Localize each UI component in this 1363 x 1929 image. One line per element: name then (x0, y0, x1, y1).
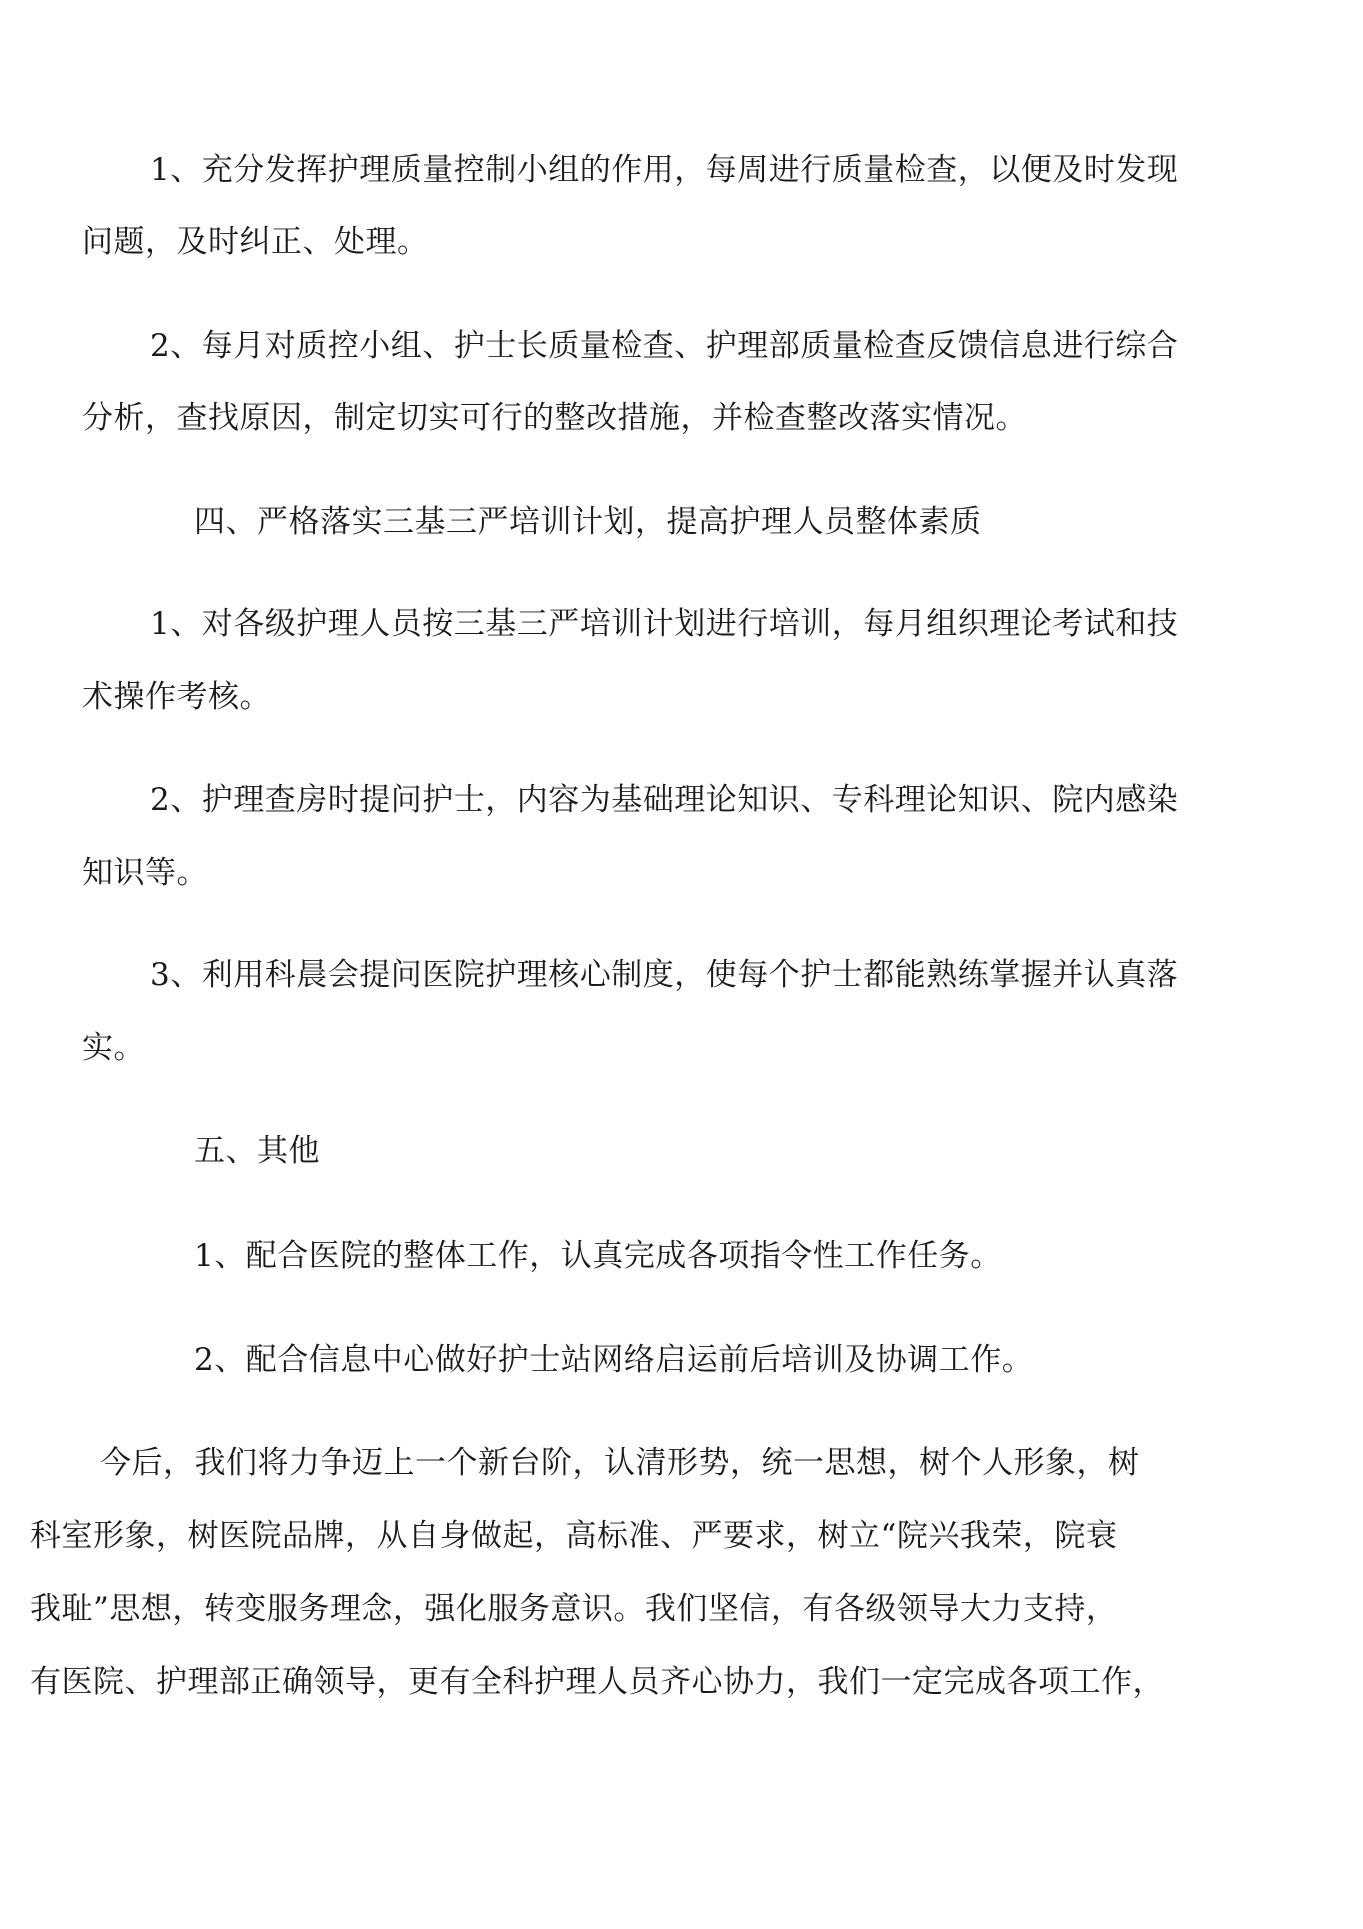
closing-line2: 科室形象，树医院品牌，从自身做起，高标准、严要求，树立“院兴我荣，院衰 (30, 1518, 1118, 1554)
section4-item1-line1: 1、对各级护理人员按三基三严培训计划进行培训，每月组织理论考试和技 (150, 606, 1179, 642)
section4-item3-line2: 实。 (82, 1030, 145, 1066)
section4-item1-line2: 术操作考核。 (82, 679, 271, 715)
section3-item1-line2: 问题，及时纠正、处理。 (82, 224, 429, 260)
section4-item2-line1: 2、护理查房时提问护士，内容为基础理论知识、专科理论知识、院内感染 (150, 782, 1179, 818)
section3-item1-line1: 1、充分发挥护理质量控制小组的作用，每周进行质量检查，以便及时发现 (150, 152, 1179, 188)
closing-line4: 有医院、护理部正确领导，更有全科护理人员齐心协力，我们一定完成各项工作， (30, 1664, 1164, 1700)
section3-item2-line1: 2、每月对质控小组、护士长质量检查、护理部质量检查反馈信息进行综合 (150, 328, 1179, 364)
closing-line1: 今后，我们将力争迈上一个新台阶，认清形势，统一思想，树个人形象，树 (100, 1445, 1140, 1481)
section3-item2-line2: 分析，查找原因，制定切实可行的整改措施，并检查整改落实情况。 (82, 400, 1027, 436)
section4-item2-line2: 知识等。 (82, 855, 208, 891)
section5-item2: 2、配合信息中心做好护士站网络启运前后培训及协调工作。 (194, 1342, 1034, 1378)
closing-line3: 我耻”思想，转变服务理念，强化服务意识。我们坚信，有各级领导大力支持， (30, 1591, 1118, 1627)
section5-item1: 1、配合医院的整体工作，认真完成各项指令性工作任务。 (194, 1238, 1002, 1274)
section5-heading: 五、其他 (194, 1133, 320, 1169)
section4-item3-line1: 3、利用科晨会提问医院护理核心制度，使每个护士都能熟练掌握并认真落 (150, 957, 1179, 993)
section4-heading: 四、严格落实三基三严培训计划，提高护理人员整体素质 (194, 504, 982, 540)
